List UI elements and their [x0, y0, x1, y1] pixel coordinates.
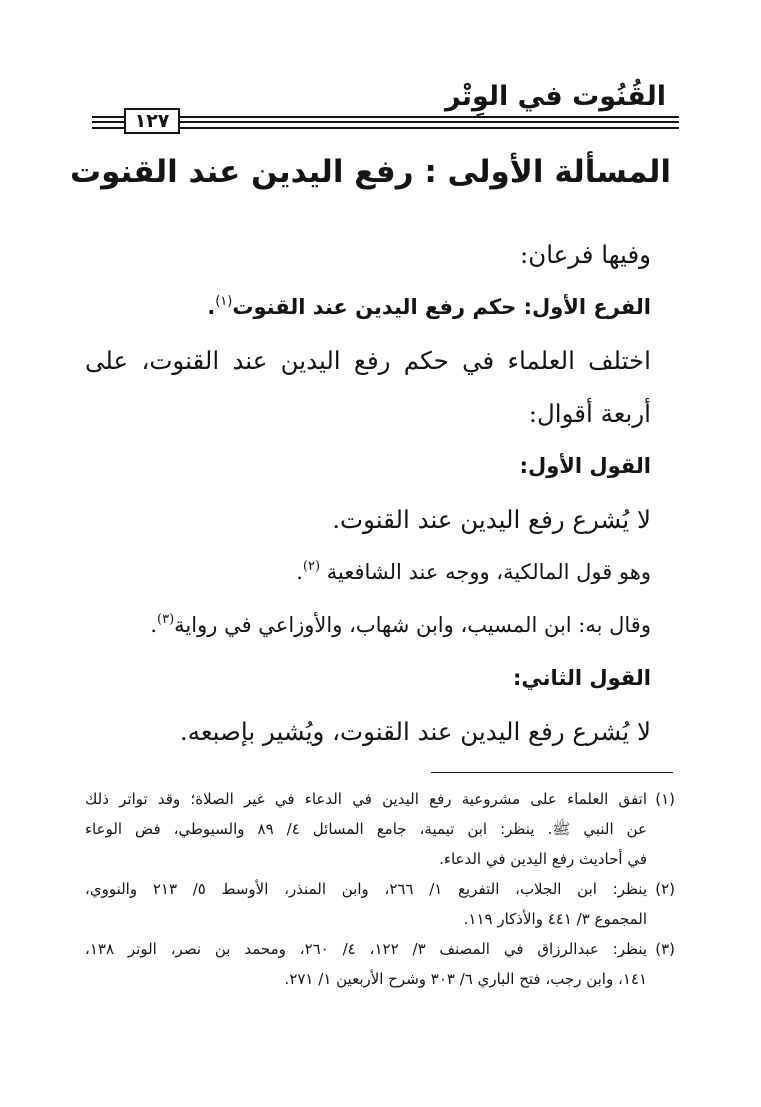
paragraph-text: وقال به: ابن المسيب، وابن شهاب، والأوزاعي في رواية	[174, 613, 651, 637]
footnote-text: المجموع ٣/ ٤٤١ والأذكار ١١٩.	[463, 910, 647, 928]
paragraph-text: اختلف العلماء في حكم رفع اليدين عند القنوت، على	[85, 346, 651, 375]
body-paragraph	[85, 228, 651, 281]
paragraph-text: القول الثاني:	[513, 666, 651, 690]
footnote-line	[85, 844, 675, 874]
body-text	[85, 228, 651, 758]
paragraph-text: لا يُشرع رفع اليدين عند القنوت، ويُشير بإصبعه.	[179, 717, 651, 746]
footnote-text: ينظر: ابن الجلاب، التفريع ١/ ٢٦٦، وابن المنذر، الأوسط ٥/ ٢١٣ والنووي،	[85, 880, 647, 898]
page-number: ١٢٧	[124, 108, 180, 134]
footnote-line	[85, 934, 675, 964]
branch-heading	[85, 281, 651, 334]
footnotes	[85, 784, 675, 994]
paragraph-text: لا يُشرع رفع اليدين عند القنوت.	[332, 505, 651, 534]
paragraph-end: .	[207, 295, 216, 319]
footnote-text: في أحاديث رفع اليدين في الدعاء.	[439, 850, 647, 868]
opinion-heading	[85, 440, 651, 493]
footnote-line	[85, 814, 675, 844]
footnote-line	[85, 964, 675, 994]
paragraph-end: .	[150, 613, 158, 637]
footnote-separator	[431, 772, 673, 773]
footnote-number: (٢)	[655, 880, 675, 898]
footnote-text: ١٤١، وابن رجب، فتح الباري ٦/ ٣٠٣ وشرح الأربعين ١/ ٢٧١.	[284, 970, 647, 988]
footnote-number: (١)	[655, 790, 675, 808]
body-paragraph	[85, 493, 651, 546]
opinion-heading	[85, 652, 651, 705]
footnote-line	[85, 904, 675, 934]
header-rule	[92, 112, 679, 130]
paragraph-text: الفرع الأول: حكم رفع اليدين عند القنوت	[232, 295, 651, 319]
paragraph-text: وفيها فرعان:	[519, 240, 651, 269]
footnote-ref[interactable]: (٢)	[302, 558, 321, 574]
footnote-line	[85, 874, 675, 904]
running-title: القُنُوت في الوِتْر	[445, 81, 666, 112]
footnote	[85, 784, 675, 874]
paragraph-end: .	[296, 560, 303, 584]
body-paragraph	[85, 334, 651, 387]
header-rule-lines	[92, 116, 679, 129]
footnote-text: اتفق العلماء على مشروعية رفع اليدين في الدعاء في غير الصلاة؛ وقد تواتر ذلك	[85, 790, 647, 808]
footnote-number: (٣)	[655, 940, 676, 958]
paragraph-text: القول الأول:	[519, 454, 651, 478]
footnote-text: عن النبي ﷺ. ينظر: ابن تيمية، جامع المسائل ٤/ ٨٩ والسيوطي، فض الوعاء	[85, 820, 647, 838]
body-paragraph	[85, 546, 651, 599]
footnote	[85, 934, 675, 994]
body-paragraph	[85, 599, 651, 652]
paragraph-text: وهو قول المالكية، ووجه عند الشافعية	[320, 560, 651, 584]
footnote-text: ينظر: عبدالرزاق في المصنف ٣/ ١٢٢، ٤/ ٢٦٠، ومحمد بن نصر، الوتر ١٣٨،	[85, 940, 648, 958]
body-paragraph	[85, 705, 651, 758]
footnote-line	[85, 784, 675, 814]
footnote-ref[interactable]: (٣)	[157, 611, 175, 627]
body-paragraph	[85, 387, 651, 440]
paragraph-text: أربعة أقوال:	[528, 399, 651, 428]
footnote	[85, 874, 675, 934]
footnote-ref[interactable]: (١)	[215, 293, 233, 309]
section-heading: المسألة الأولى : رفع اليدين عند القنوت	[69, 154, 671, 190]
